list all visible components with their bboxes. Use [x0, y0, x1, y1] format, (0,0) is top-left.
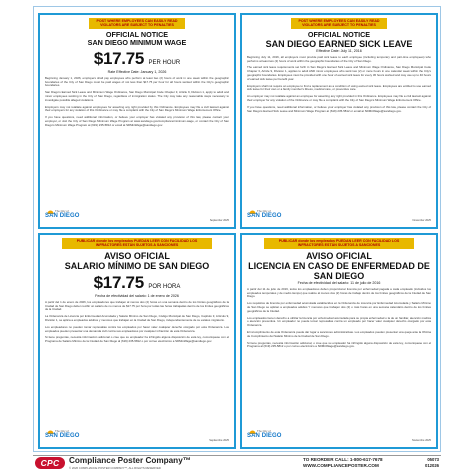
wage-rate — [45, 49, 229, 69]
reorder-phone: TO REORDER CALL: 1-800-617-7678 — [303, 457, 383, 462]
minimum-wage-notice-english — [38, 13, 236, 229]
notice-heading: OFFICIAL NOTICE — [307, 29, 371, 39]
city-of-san-diego-logo — [247, 429, 291, 444]
body-paragraph: Los empleadores no pueden tomar represalias contra los empleados por hacer valer cualquier derecho otorgado por esta Ordenanza. Los empleados pueden presentar una demanda civil contra sus empleadores por cualquier infracción de esta Ordenanza. — [45, 324, 229, 333]
wage-unit: POR HORA — [148, 283, 181, 290]
sick-leave-notice-spanish — [240, 233, 438, 449]
publisher-footer — [33, 455, 441, 470]
wage-amount: $17.75 — [93, 48, 145, 68]
posting-warning-banner: PUBLICAR donde los empleados PUEDAN LEER CON FACILIDAD LOS INFRACTORES ESTÁN SUJETOS A SANCIONES — [264, 238, 414, 249]
sun-icon — [47, 429, 54, 434]
posting-warning-banner: POST WHERE EMPLOYEES CAN EASILY READ VIOLATORS ARE SUBJECT TO PENALTIES — [291, 18, 387, 29]
city-of-san-diego-logo — [45, 429, 89, 444]
publisher-name: Compliance Poster Company™ — [69, 456, 191, 465]
notice-title: SAN DIEGO MINIMUM WAGE — [87, 37, 187, 47]
copyright-text: © 2026 COMPLIANCE POSTER COMPANY™, ALL RIGHTS RESERVED — [69, 466, 161, 470]
logo-small-text: The City of — [257, 429, 271, 433]
notice-title: LICENCIA EN CASO DE ENFERMEDAD DE SAN DIEGO — [248, 260, 430, 281]
minimum-wage-notice-spanish — [38, 233, 236, 449]
notice-footer — [247, 209, 431, 224]
body-paragraph: Employers may not retaliate against employees for asserting any right provided by this Ordinance. Employees may file a civil lawsuit against their employers for any violation of this Ordinance or may file a complaint with the City of San Diego's Minimum Wage Enforcement Office. — [45, 104, 229, 113]
body-paragraph: San Diego's Earned Sick Leave and Minimum Wage Ordinance, San Diego Municipal Code Chapter 3, Article 9, Division 1, apply to adult and minor employees working in the City of San Diego, regardless of immigration status. The City may take any reasonable steps necessary to investigate possible alleged violations. — [45, 90, 229, 102]
body-paragraph: If you have questions, need additional information, or believe your employer has violated any provision of this law, please contact your employer, or visit the City of San Diego Minimum Wage Program at www.sandiego.gov/compliance/minimum-wage, or contact the City of San Diego's Minimum Wage Program at (619) 235-5812 or email at SDMinWage@sandiego.gov. — [45, 115, 229, 127]
notice-heading: OFFICIAL NOTICE — [105, 29, 169, 39]
body-paragraph: La Ordenanza de Licencia por Enfermedad Acumulada y Salario Mínimo de San Diego, Código Municipal de San Diego, Capítulo 3, Artículo 9, División 1, se aplica a empleados adultos y menores que trabajan en la Ciudad de San Diego, independientemente de su estatus migratorio. — [45, 314, 229, 322]
cpc-logo: CPC — [35, 457, 65, 469]
city-of-san-diego-logo — [45, 209, 89, 224]
logo-small-text: The City of — [55, 209, 69, 213]
notice-title: SALARIO MÍNIMO DE SAN DIEGO — [64, 260, 210, 271]
posting-warning-banner: PUBLICAR donde los empleados PUEDAN LEER CON FACILIDAD LOS INFRACTORES ESTÁN SUJETOS A SANCIONES — [62, 238, 212, 249]
body-paragraph: If you have questions, need additional information, or believe your employer has violated any provision of this law, please contact the City of San Diego's Earned Sick Leave and Minimum Wage Program at (619) 235-5812 or email at SDMinWage@sandiego.gov. — [247, 104, 431, 113]
body-paragraph: The earned sick leave requirements set forth in San Diego's Earned Sick Leave and Minimum Wage Ordinance, San Diego Municipal Code Chapter 3, Article 9, Division 1, applies to adult AND minor employees who work two (2) or more hours in one calendar week within the City's geographic boundaries. Employees must be provided with one hour of earned sick leave for every 30 hours worked and may use up to 40 hours of earned sick leave per benefit year. — [247, 65, 431, 81]
city-of-san-diego-logo — [247, 209, 291, 224]
sun-icon — [249, 209, 256, 214]
notice-title: SAN DIEGO EARNED SICK LEAVE — [265, 38, 413, 49]
body-paragraph: Si tiene preguntas, necesita información adicional o cree que su empleador ha infringido alguna disposición de esta ley, comuníquese con el Programa de Salario Mínimo de la Ciudad de San Diego al (619) 235-5812 o por correo electrónico a SDMinWage@sandiego.gov. — [45, 335, 229, 344]
sun-icon — [249, 429, 256, 434]
wage-unit: PER HOUR — [148, 59, 181, 66]
effective-date: Rate Effective Date: January 1, 2026 — [107, 69, 167, 74]
body-paragraph: A partir del 1 de enero de 2026, los empleadores que trabajen al menos dos (2) horas en una semana dentro de los límites geográficos de la Ciudad de San Diego deben recibir un salario de no menos de $17.75 por hora por todas las horas trabajadas dentro de los límites geográficos de la Ciudad. — [45, 299, 229, 312]
poster-revision-code: 012026 — [425, 462, 439, 468]
logo-city-name: SAN DIEGO — [45, 433, 80, 439]
poster-code: 05073 — [427, 457, 439, 462]
wage-amount: $17.75 — [93, 272, 144, 292]
logo-city-name: SAN DIEGO — [45, 213, 80, 219]
logo-small-text: The City of — [55, 429, 69, 433]
effective-date: Fecha de efectividad del salario: 11 de julio de 2016 — [297, 280, 381, 285]
poster-sheet — [33, 6, 441, 452]
revision-date: November 2025 — [412, 219, 431, 222]
sick-leave-notice-english — [240, 13, 438, 229]
revision-date: Noviembre 2025 — [411, 439, 431, 442]
body-paragraph: Los empleados tienen derecho a utilizar la licencia por enfermedad acumulada para su propia enfermedad o la de un familiar, atención médica o atención preventiva. Un empleador no puede tomar represalias contra un empleado por hacer valer cualquier derecho otorgado por esta Ordenanza. — [247, 315, 431, 328]
publisher-website: WWW.COMPLIANCEPOSTER.COM — [303, 463, 379, 468]
body-paragraph: Los requisitos de licencia por enfermedad acumulada establecidos en la Ordenanza de Licencia por Enfermedad Acumulada y Salario Mínimo de San Diego se aplican a empleados adultos Y menores que trabajen dos (2) o más horas en una semana calendario dentro de los límites geográficos de la Ciudad. — [247, 301, 431, 313]
body-paragraph: An employer may not retaliate against an employee for asserting any right provided in this Ordinance. Employees may file a civil lawsuit against their employer for any violation of the Ordinance or may file a complaint with the City of San Diego's Minimum Wage Enforcement Office. — [247, 94, 431, 102]
effective-date: Effective Date: July 11, 2016 — [316, 48, 362, 53]
notice-footer — [45, 429, 229, 444]
wage-rate — [45, 273, 229, 293]
notice-footer — [45, 209, 229, 224]
logo-city-name: SAN DIEGO — [247, 433, 282, 439]
body-paragraph: El incumplimiento de esta Ordenanza puede dar lugar a sanciones administrativas. Los empleados pueden presentar una queja ante la Oficina de Cumplimiento del Salario Mínimo de la Ciudad de San Diego. — [247, 329, 431, 338]
logo-city-name: SAN DIEGO — [247, 213, 282, 219]
notice-heading: AVISO OFICIAL — [306, 250, 372, 261]
body-paragraph: Si tiene preguntas, necesita información adicional, o cree que su empleador ha infringido alguna disposición de esta ley, comuníquese con el Programa al (619) 235-5812 o por correo electrónico a SDMinWage@sandiego.gov. — [247, 340, 431, 349]
body-paragraph: Employers shall not require an employee to find a replacement as a condition of using earned sick leave. Employees are entitled to use earned sick leave for their own or a family member's illness, medical care, or preventive care. — [247, 83, 431, 92]
notice-heading: AVISO OFICIAL — [104, 250, 170, 261]
posting-warning-banner: POST WHERE EMPLOYEES CAN EASILY READ VIOLATORS ARE SUBJECT TO PENALTIES — [89, 18, 185, 29]
body-paragraph: Beginning July 11, 2016, all employers must provide paid sick leave to each employee (including temporary and part-time employees) who performs at least two (2) hours of work within the geographic boundaries of the City of San Diego. — [247, 54, 431, 63]
body-paragraph: A partir del 11 de julio de 2016, todos los empleadores deben proporcionar licencia por enfermedad pagada a cada empleado (incluidos los empleados temporales y de medio tiempo) que realice al menos dos (2) horas de trabajo dentro de los límites geográficos de la Ciudad de San Diego. — [247, 286, 431, 299]
effective-date: Fecha de efectividad del salario: 1 de enero de 2026 — [95, 293, 179, 298]
logo-small-text: The City of — [257, 209, 271, 213]
notice-footer — [247, 429, 431, 444]
revision-date: September 2025 — [209, 219, 229, 222]
revision-date: Septiembre 2025 — [209, 439, 229, 442]
poster-codes — [425, 457, 439, 468]
body-paragraph: Beginning January 1, 2026, employers shall pay employees who perform at least two (2) hours of work in one week within the geographic boundaries of the City of San Diego must be paid wages of not less than $17.75 per hour for all hours worked within the City's geographic boundaries. — [45, 75, 229, 88]
sun-icon — [47, 209, 54, 214]
